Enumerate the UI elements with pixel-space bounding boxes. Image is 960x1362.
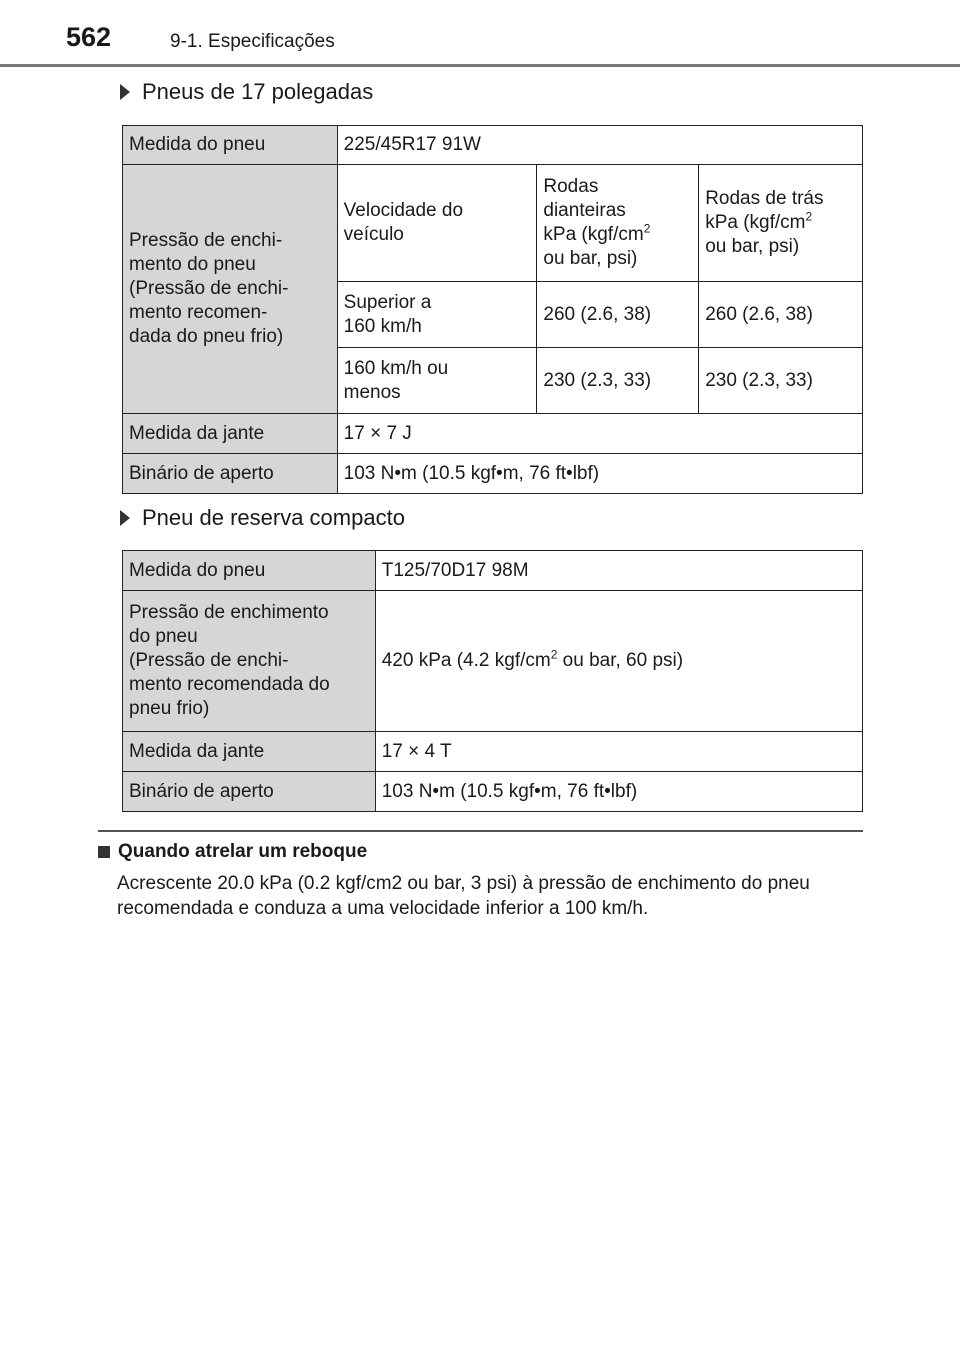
torque-label: Binário de aperto <box>123 772 376 812</box>
tire-size-value: 225/45R17 91W <box>337 126 862 165</box>
section-title-compact-spare <box>120 505 405 531</box>
col-vehicle-speed: Velocidade do veículo <box>337 165 537 282</box>
header-divider <box>0 64 960 67</box>
rear-pressure-cell: 230 (2.3, 33) <box>699 348 863 414</box>
tire-size-label: Medida do pneu <box>123 551 376 591</box>
inflation-pressure-label: Pressão de enchimento do pneu (Pressão de enchi- mento recomendada do pneu frio) <box>123 591 376 732</box>
rim-size-value: 17 × 7 J <box>337 414 862 454</box>
arrow-right-icon <box>120 84 130 100</box>
col-front-wheels: Rodas dianteiras kPa ($kgf/cm^2$ ou bar, psi) <box>537 165 699 282</box>
speed-cell: Superior a 160 km/h <box>337 282 537 348</box>
inflation-pressure-value: 420 kPa (4.2 kgf/$cm^2$ ou bar, 60 psi) <box>375 591 862 732</box>
tire-size-label: Medida do pneu <box>123 126 338 165</box>
page-header <box>0 0 960 66</box>
inflation-pressure-label: Pressão de enchi- mento do pneu (Pressão de enchi- mento recomen- dada do pneu frio) <box>123 165 338 414</box>
section-title-text: Pneu de reserva compacto <box>142 505 405 530</box>
speed-cell: 160 km/h ou menos <box>337 348 537 414</box>
torque-value: 103 N•m (10.5 kgf•m, 76 ft•lbf) <box>375 772 862 812</box>
chapter-title: 9-1. Especificações <box>170 31 335 52</box>
note-title <box>98 841 367 863</box>
square-bullet-icon <box>98 846 110 858</box>
col-rear-wheels: Rodas de trás kPa ($kgf/cm^2$ ou bar, psi) <box>699 165 863 282</box>
section-divider <box>98 830 863 832</box>
section-title-text: Pneus de 17 polegadas <box>142 79 374 104</box>
arrow-right-icon <box>120 510 130 526</box>
page-number: 562 <box>66 22 112 52</box>
tire-spec-table-17 <box>122 125 863 494</box>
rim-size-label: Medida da jante <box>123 732 376 772</box>
front-pressure-cell: 260 (2.6, 38) <box>537 282 699 348</box>
note-body: Acrescente 20.0 kPa (0.2 kgf/cm2 ou bar, 3 psi) à pressão de enchimento do pneu recomendada e conduza a uma velocidade inferior a 100 km/h. <box>117 873 810 919</box>
rear-pressure-cell: 260 (2.6, 38) <box>699 282 863 348</box>
torque-label: Binário de aperto <box>123 454 338 494</box>
torque-value: 103 N•m (10.5 kgf•m, 76 ft•lbf) <box>337 454 862 494</box>
tire-spec-table-spare <box>122 550 863 812</box>
rim-size-label: Medida da jante <box>123 414 338 454</box>
rim-size-value: 17 × 4 T <box>375 732 862 772</box>
note-title-text: Quando atrelar um reboque <box>118 841 368 862</box>
section-title-17-inch <box>120 79 373 105</box>
tire-size-value: T125/70D17 98M <box>375 551 862 591</box>
front-pressure-cell: 230 (2.3, 33) <box>537 348 699 414</box>
